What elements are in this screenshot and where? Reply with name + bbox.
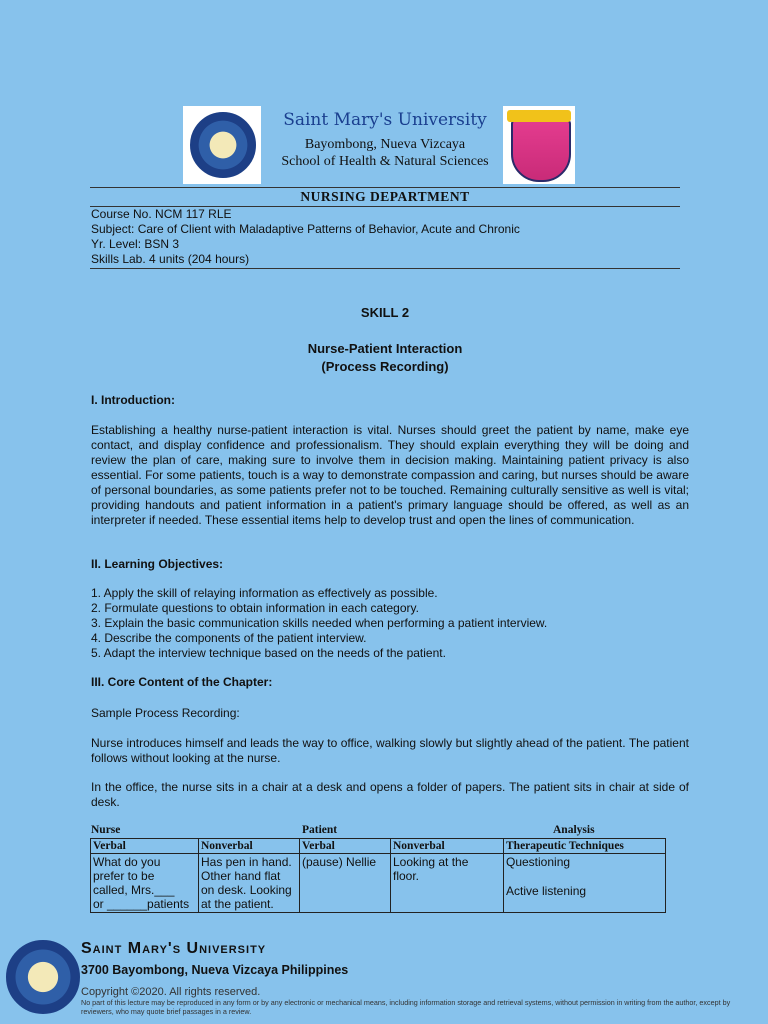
process-paragraph-2: In the office, the nurse sits in a chair at a desk and opens a folder of papers. The patient sits in chair at side of desk. <box>91 780 689 809</box>
header-patient-verbal: Verbal <box>300 839 391 854</box>
objective-item: 2. Formulate questions to obtain information in each category. <box>91 601 419 615</box>
introduction-text: Establishing a healthy nurse-patient interaction is vital. Nurses should greet the patient by name, make eye contact, and display confidence and professionalism. They should explain everything they will be doing and review the plan of care, making sure to involve them in decision making. Maintaining patient privacy is also essential. For some patients, touch is a way to demonstrate compassion and caring, but nurses should be aware of personal boundaries, as some patients prefer not to be touched. Remaining culturally sensitive as well is vital; providing handouts and patient information in a patient's primary language should be offered, as well as an interpreter if needed. These essential items help to develop trust and open the lines of communication. <box>91 423 689 527</box>
core-heading: III. Core Content of the Chapter: <box>91 675 273 689</box>
group-nurse: Nurse <box>91 824 121 836</box>
header-nurse-nonverbal: Nonverbal <box>199 839 300 854</box>
footer-university-name: Saint Mary's University <box>81 940 267 957</box>
cell-patient-nonverbal <box>391 854 504 913</box>
skill-subtitle: (Process Recording) <box>321 359 449 374</box>
course-info <box>91 207 520 267</box>
skill-number: SKILL 2 <box>360 305 410 320</box>
cell-line: prefer to be <box>93 869 155 883</box>
objectives-heading: II. Learning Objectives: <box>91 557 224 571</box>
cell-techniques <box>504 854 666 913</box>
cell-line: Questioning <box>506 855 571 869</box>
objectives-list <box>91 586 547 661</box>
university-name: Saint Mary's University <box>283 110 487 130</box>
cell-nurse-verbal <box>91 854 199 913</box>
cell-line: floor. <box>393 869 420 883</box>
school-name: School of Health & Natural Sciences <box>281 154 489 169</box>
footer-address: 3700 Bayombong, Nueva Vizcaya Philippines <box>81 963 349 977</box>
cell-line: at the patient. <box>201 897 274 911</box>
group-analysis: Analysis <box>553 824 595 836</box>
footer-copyright: Copyright ©2020. All rights reserved. <box>81 986 261 998</box>
cell-line: (pause) Nellie <box>302 855 377 869</box>
course-skills-lab: Skills Lab. 4 units (204 hours) <box>91 252 250 266</box>
process-recording-table <box>90 838 666 913</box>
cell-line: Active listening <box>506 884 587 898</box>
table-row <box>91 854 666 913</box>
university-location: Bayombong, Nueva Vizcaya <box>304 137 466 152</box>
table-header-row <box>91 839 666 854</box>
cell-line: Has pen in hand. <box>201 855 292 869</box>
introduction-heading: I. Introduction: <box>91 393 175 407</box>
department-title: NURSING DEPARTMENT <box>300 189 470 204</box>
course-subject: Subject: Care of Client with Maladaptive Patterns of Behavior, Acute and Chronic <box>91 222 520 236</box>
objective-item: 5. Adapt the interview technique based on the needs of the patient. <box>91 646 446 660</box>
course-number: Course No. NCM 117 RLE <box>91 207 232 221</box>
cell-nurse-nonverbal <box>199 854 300 913</box>
group-patient: Patient <box>302 824 338 836</box>
header-nurse-verbal: Verbal <box>91 839 199 854</box>
header-techniques: Therapeutic Techniques <box>504 839 666 854</box>
cell-patient-verbal <box>300 854 391 913</box>
cell-spacer <box>506 869 663 884</box>
process-paragraph-1: Nurse introduces himself and leads the way to office, walking slowly but slightly ahead of the patient. The patient follows without looking at the nurse. <box>91 736 689 765</box>
cell-line: Other hand flat <box>201 869 281 883</box>
sample-label: Sample Process Recording: <box>91 706 240 720</box>
header-rule-bottom <box>90 268 680 269</box>
cell-line: on desk. Looking <box>201 883 292 897</box>
cell-line: or ______patients <box>93 897 190 911</box>
footer-university-seal <box>6 940 80 1014</box>
skill-title: Nurse-Patient Interaction <box>307 341 463 356</box>
objective-item: 3. Explain the basic communication skills needed when performing a patient interview. <box>91 616 548 630</box>
objective-item: 1. Apply the skill of relaying information as effectively as possible. <box>91 586 438 600</box>
objective-item: 4. Describe the components of the patient interview. <box>91 631 367 645</box>
cell-line: What do you <box>93 855 161 869</box>
cell-line: called, Mrs.___ <box>93 883 175 897</box>
header-rule-top <box>90 187 680 188</box>
footer-fine-print: No part of this lecture may be reproduced in any form or by any electronic or mechanical means, including information storage and retrieval systems, without permission in writing from the author, except by reviewers, who may quote brief passages in a review. <box>81 998 731 1016</box>
header-patient-nonverbal: Nonverbal <box>391 839 504 854</box>
cell-line: Looking at the <box>393 855 469 869</box>
course-level: Yr. Level: BSN 3 <box>91 237 180 251</box>
